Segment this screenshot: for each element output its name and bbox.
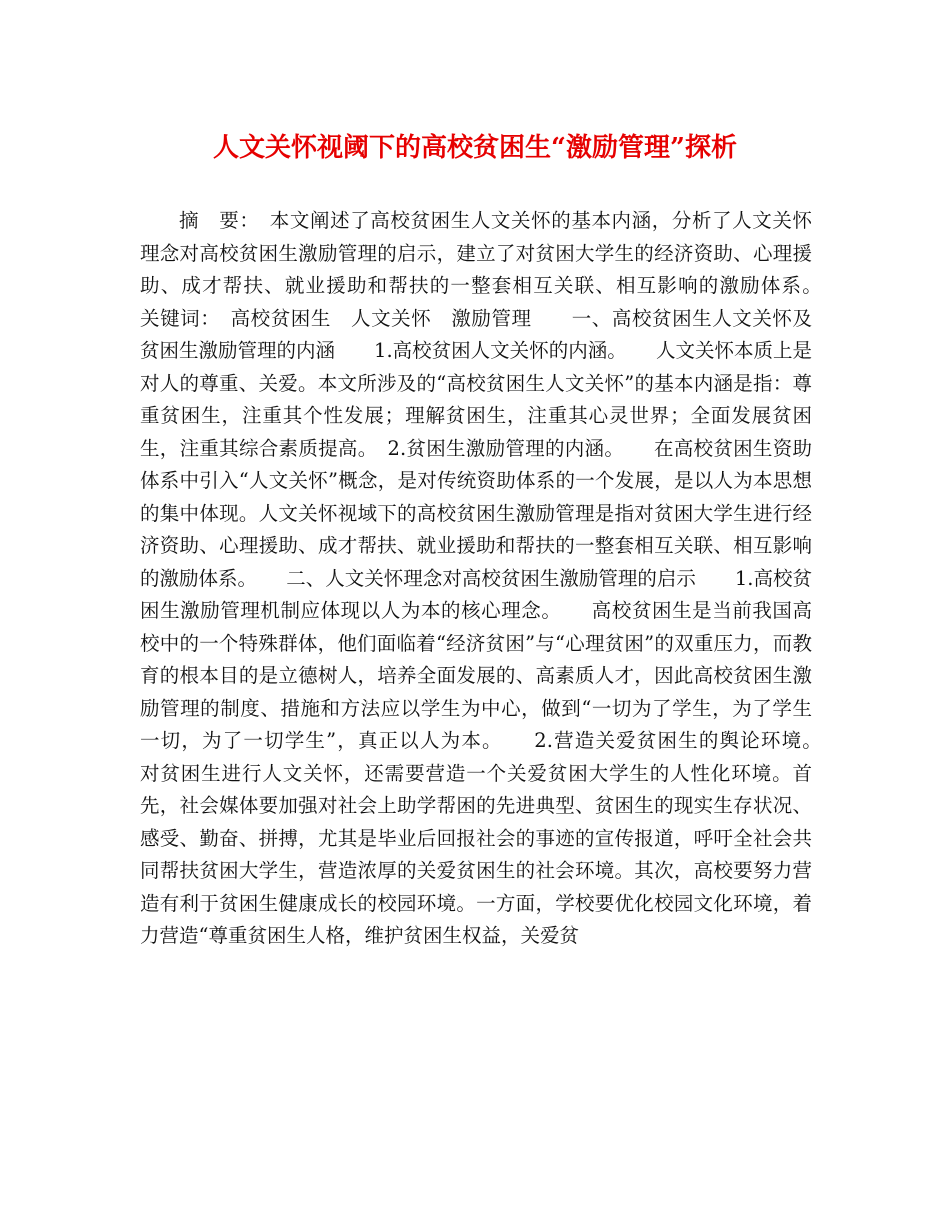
document-title: 人文关怀视阈下的高校贫困生“激励管理”探析 <box>213 133 737 163</box>
document-body: 摘 要： 本文阐述了高校贫困生人文关怀的基本内涵，分析了人文关怀理念对高校贫困生激励管理的启示，建立了对贫困大学生的经济资助、心理援助、成才帮扶、就业援助和帮扶的一整套相互关联、相互影响的激励体系。 关键词： 高校贫困生 人文关怀 激励管理 一、高校贫困生人文关怀及贫困生激励管理的内涵 1.高校贫困人文关怀的内涵。 人文关怀本质上是对人的尊重、关爱。本文所涉及的“高校贫困生人文关怀”的基本内涵是指：尊重贫困生，注重其个性发展；理解贫困生，注重其心灵世界；全面发展贫困生，注重其综合素质提高。 2.贫困生激励管理的内涵。 在高校贫困生资助体系中引入“人文关怀”概念，是对传统资助体系的一个发展，是以人为本思想的集中体现。人文关怀视域下的高校贫困生激励管理是指对贫困大学生进行经济资助、心理援助、成才帮扶、就业援助和帮扶的一整套相互关联、相互影响的激励体系。 二、人文关怀理念对高校贫困生激励管理的启示 1.高校贫困生激励管理机制应体现以人为本的核心理念。 高校贫困生是当前我国高校中的一个特殊群体，他们面临着“经济贫困”与“心理贫困”的双重压力，而教育的根本目的是立德树人，培养全面发展的、高素质人才，因此高校贫困生激励管理的制度、措施和方法应以学生为中心，做到“一切为了学生，为了学生一切，为了一切学生”，真正以人为本。 2.营造关爱贫困生的舆论环境。 对贫困生进行人文关怀，还需要营造一个关爱贫困大学生的人性化环境。首先，社会媒体要加强对社会上助学帮困的先进典型、贫困生的现实生存状况、感受、勤奋、拼搏，尤其是毕业后回报社会的事迹的宣传报道，呼吁全社会共同帮扶贫困大学生，营造浓厚的关爱贫困生的社会环境。其次，高校要努力营造有利于贫困生健康成长的校园环境。一方面，学校要优化校园文化环境，着力营造“尊重贫困生人格，维护贫困生权益，关爱贫 <box>140 209 852 947</box>
